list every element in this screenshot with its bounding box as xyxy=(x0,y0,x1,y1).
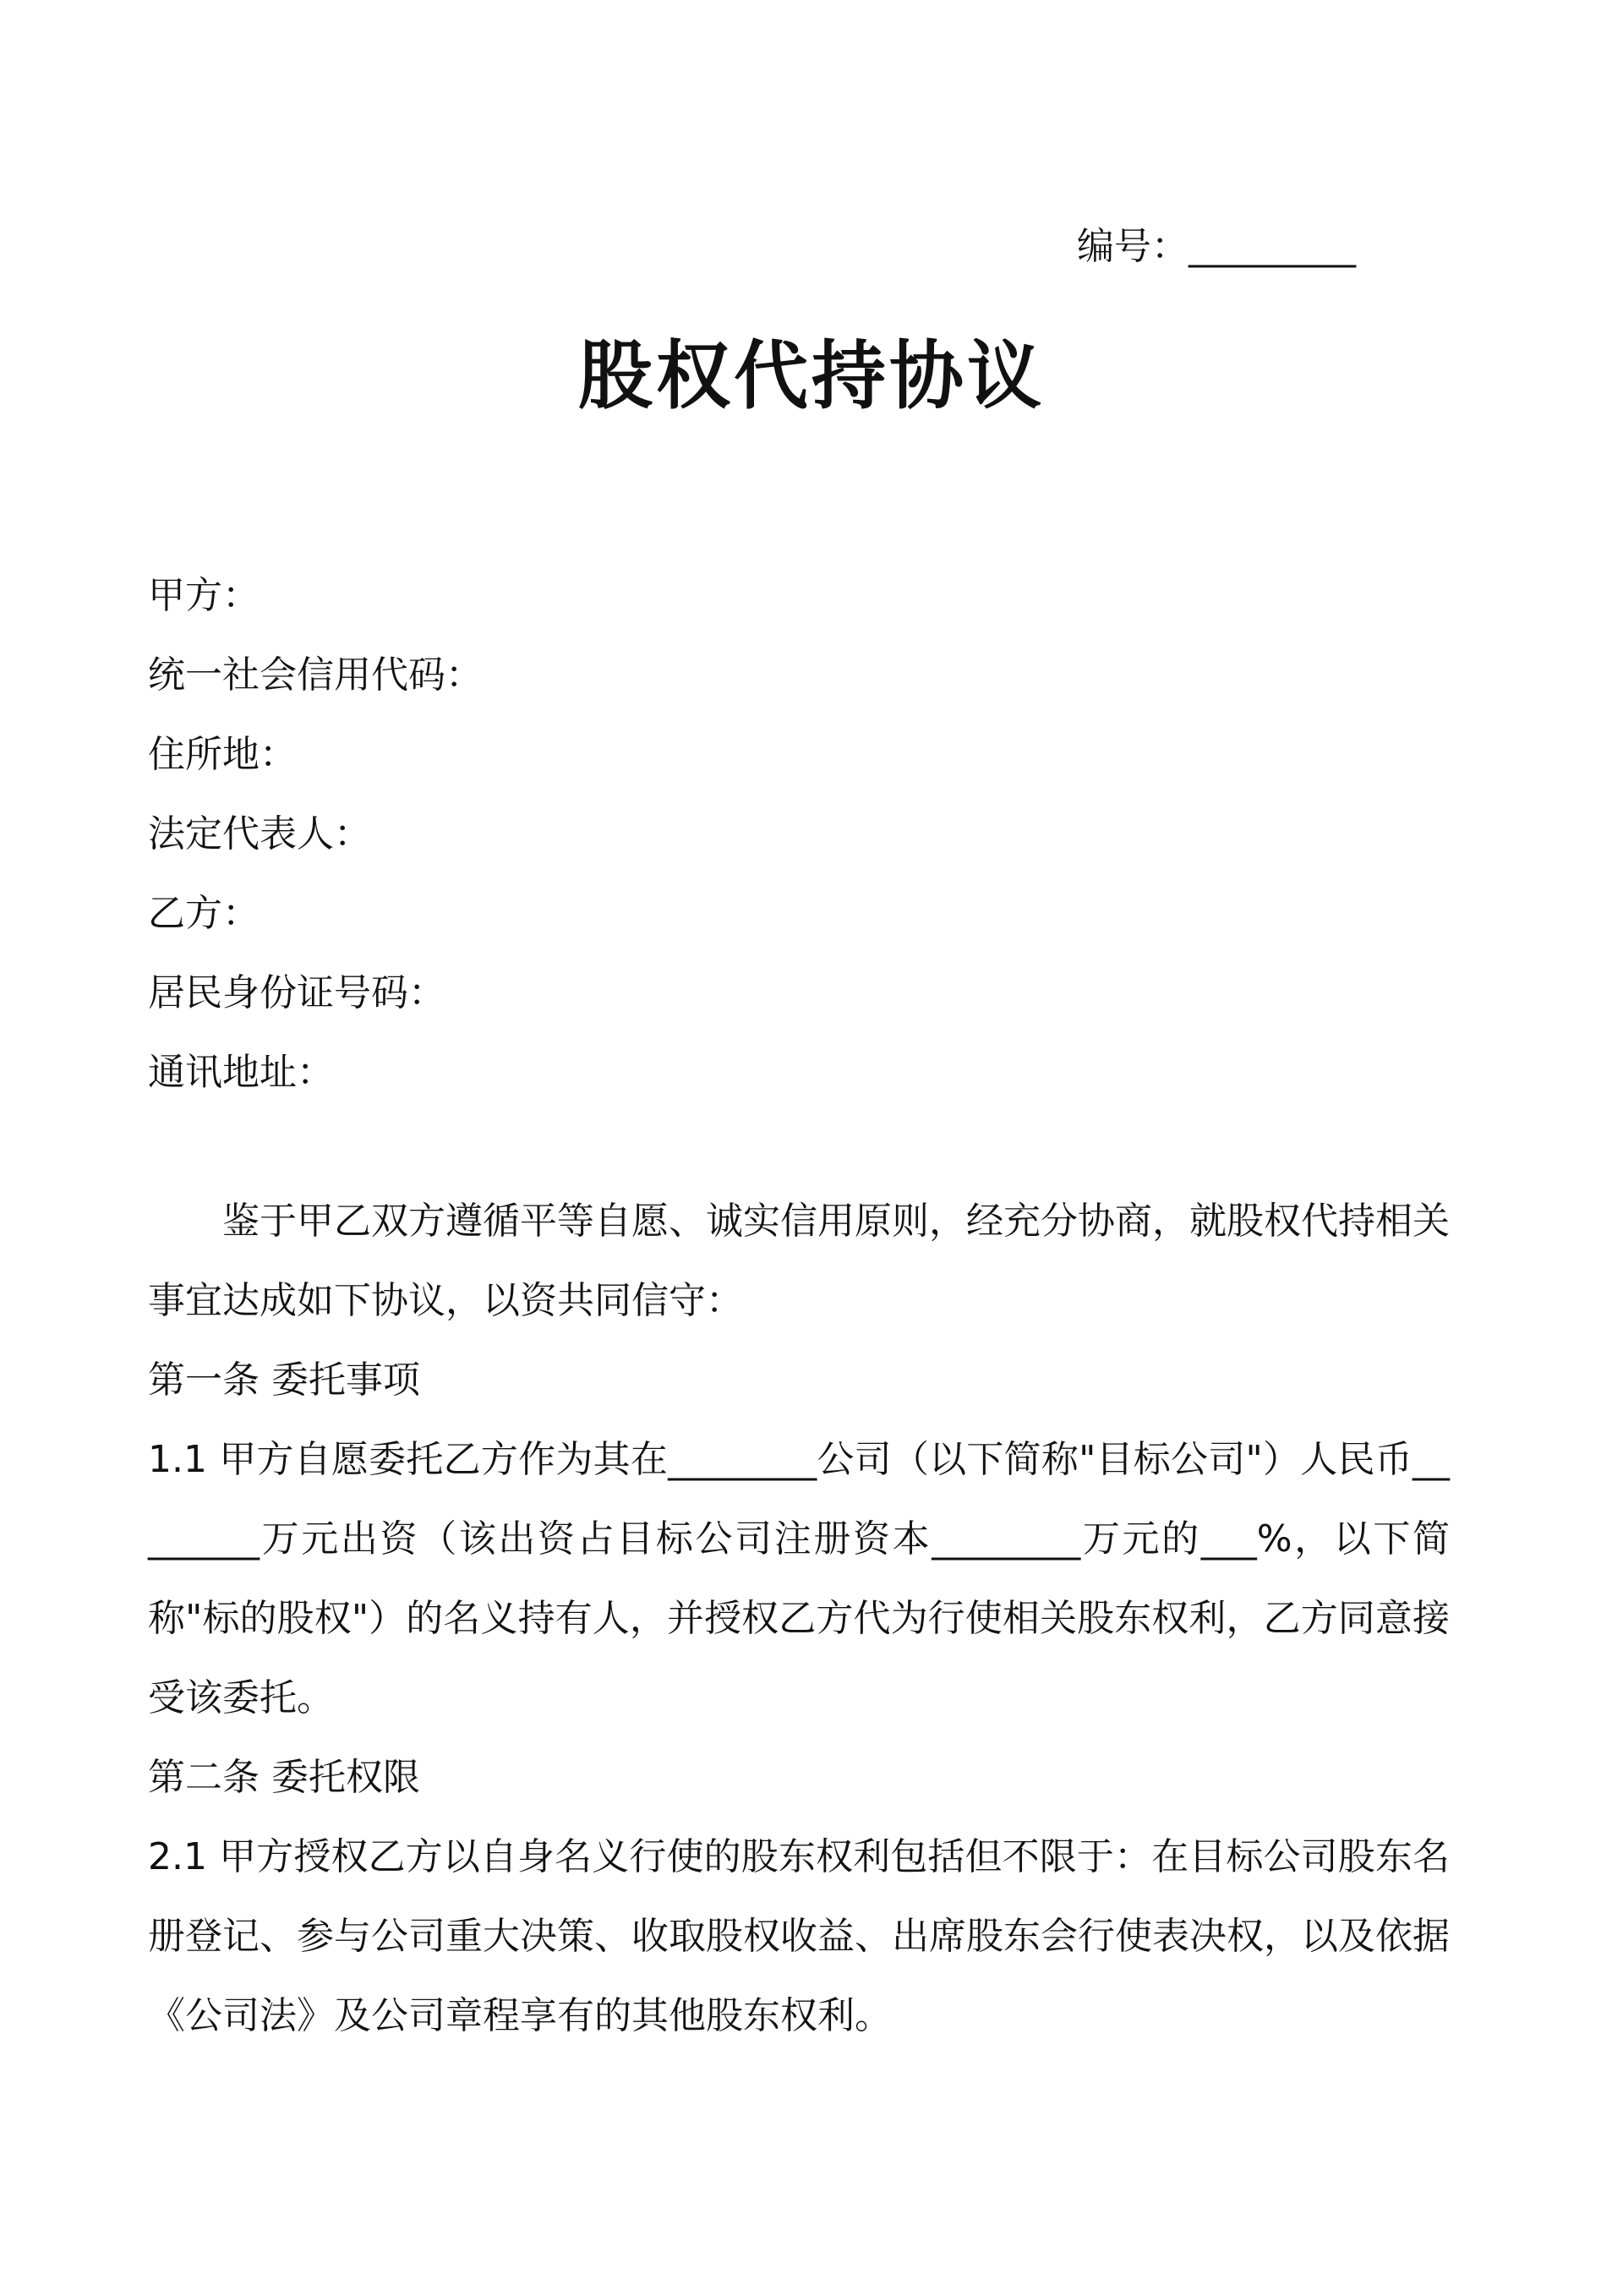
party-info-block xyxy=(148,556,1467,1112)
party-a-label: 甲方： xyxy=(148,574,260,617)
clause-2-1: 2.1 甲方授权乙方以自身名义行使的股东权利包括但不限于：在目标公司股东名册登记、参与公司重大决策、收取股权收益、出席股东会行使表决权，以及依据《公司法》及公司章程享有的其他股东权利。 xyxy=(148,1835,1450,2037)
legal-representative-label: 法定代表人： xyxy=(148,812,371,856)
credit-code-label: 统一社会信用代码： xyxy=(148,653,483,697)
id-number-label: 居民身份证号码： xyxy=(148,971,445,1014)
preamble-paragraph: 鉴于甲乙双方遵循平等自愿、诚实信用原则，经充分协商，就股权代持相关事宜达成如下协议，以资共同信守： xyxy=(148,1200,1450,1322)
agreement-body xyxy=(148,1182,1450,2056)
party-b-label: 乙方： xyxy=(148,892,260,935)
article-1-heading: 第一条 委托事项 xyxy=(148,1358,420,1402)
mailing-address-label: 通讯地址： xyxy=(148,1051,334,1094)
serial-number: 编号：_________ xyxy=(1077,225,1356,268)
article-2-heading: 第二条 委托权限 xyxy=(148,1756,420,1799)
clause-1-1: 1.1 甲方自愿委托乙方作为其在________公司（以下简称"目标公司"）人民币________万元出资（该出资占目标公司注册资本________万元的___%，以下简称"标的股权"）的名义持有人，并授权乙方代为行使相关股东权利，乙方同意接受该委托。 xyxy=(148,1438,1450,1719)
document-title: 股权代持协议 xyxy=(577,332,1045,419)
domicile-label: 住所地： xyxy=(148,733,297,776)
